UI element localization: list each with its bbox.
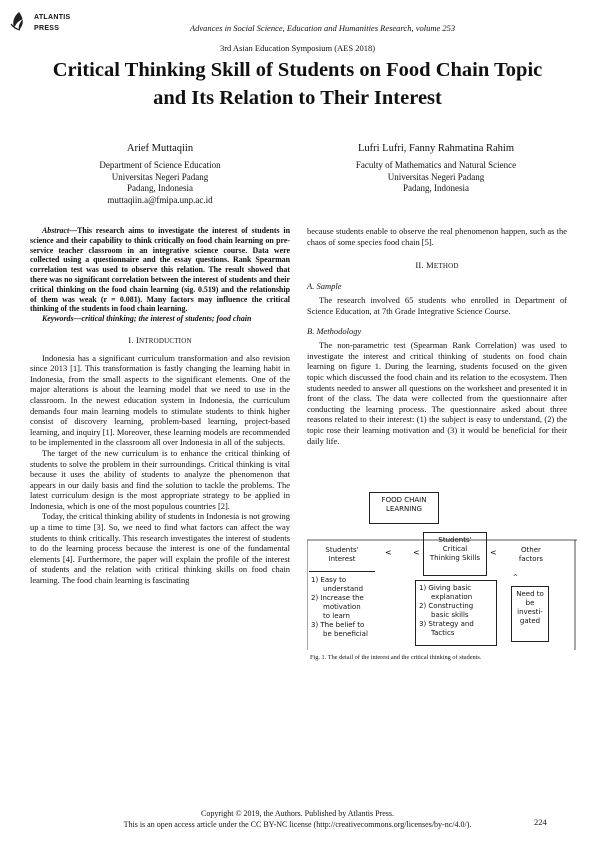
author-affiliation: Padang, Indonesia (403, 183, 469, 194)
symposium-title: 3rd Asian Education Symposium (AES 2018) (219, 43, 376, 53)
copyright-line: Copyright © 2019, the Authors. Published by Atlantis Press. (201, 809, 394, 818)
paper-title: Critical Thinking Skill of Students on Food Chain Topic and Its Relation to Their Interest (52, 59, 543, 109)
section-heading-method (307, 260, 567, 272)
author-block-1 (30, 143, 290, 206)
keywords-label: Keywords (42, 314, 74, 324)
intro-paragraph-3: Today, the critical thinking ability of students in Indonesia is not growing up a time to time [3]. So, we need to find what factors can affect the way students to think critically. This research investigates the interest of students to do the learning process because the interest is one of the fundamental elements [4]. Furthermore, the paper will explain the profile of the interest of students and the relation with critical thinking skills on food chain learning. The food chain learning is fascinating (30, 511, 290, 586)
list-item: be beneficial (323, 630, 368, 638)
list-item: 2) Constructing (419, 602, 474, 610)
svg-text:<: < (490, 548, 497, 557)
section-number: II. (415, 260, 424, 271)
intro-paragraph-2: The target of the new curriculum is to enhance the critical thinking of students to solve the problem in their surroundings. Critical thinking is vital because it uses the ability of students to analyze the phenomenon that appears in our daily basis and find the solution to tackle the problems. The latest curriculum design is the most appropriate strategy to be applied in Indonesia, which is one of the most populous countries [2]. (30, 447, 290, 511)
list-item: to learn (323, 612, 350, 620)
figure-1-diagram (307, 492, 577, 652)
author-block-2 (306, 143, 566, 195)
list-item: Tactics (431, 629, 455, 637)
list-item: 1) Easy to (311, 576, 347, 584)
box-label: Thinking Skills (429, 554, 481, 562)
box-label: Interest (328, 555, 356, 563)
logo-text-line2: PRESS (34, 25, 60, 32)
svg-text:<: < (413, 548, 420, 557)
subsection-heading-sample: A. Sample (307, 280, 342, 291)
list-item: gated (519, 617, 541, 625)
list-item: explanation (431, 593, 473, 601)
students-interest-items (309, 576, 385, 648)
section-initial: I (135, 334, 139, 345)
author-affiliation: Universitas Negeri Padang (111, 171, 209, 182)
list-item: Need to (516, 590, 544, 598)
list-item: 1) Giving basic (419, 584, 472, 592)
list-item: 3) Strategy and (419, 620, 474, 628)
logo-text-line1: ATLANTIS (34, 14, 71, 21)
author-affiliation: Padang, Indonesia (127, 183, 193, 194)
author-name: Lufri Lufri, Fanny Rahmatina Rahim (357, 143, 514, 154)
box-label: factors (518, 555, 544, 563)
section-rest: NTRODUCTION (138, 336, 192, 345)
box-label: Other (521, 546, 541, 554)
list-item: 3) The belief to (311, 621, 365, 629)
keywords-text: critical thinking; the interest of students; food chain (81, 314, 252, 324)
section-rest: ETHOD (433, 262, 459, 271)
food-chain-learning-box (369, 492, 439, 524)
figure-caption: Fig. 1. The detail of the interest and the critical thinking of students. (310, 654, 482, 661)
list-item: motivation (323, 603, 361, 611)
abstract-text: This research aims to investigate the interest of students in science and their capability to think critically on food chain learning on pre-service teacher classroom in an integrative science course. Data were collected using a questionnaire and the essay questions. Rank Spearman correlation test was used to observe this relation. The result showed that there was no significant correlation between the interest of students and their critical thinking on the food chain learning (sig. 0.519) and the relationship of them was weak (r = 0.081). Many factors may influence the critical thinking of the students in food chain learning. (30, 226, 290, 314)
left-column (30, 226, 290, 586)
author-affiliation: Universitas Negeri Padang (387, 171, 485, 182)
series-title: Advances in Social Science, Education and Humanities Research, volume 253 (189, 23, 456, 33)
right-column (307, 226, 567, 446)
list-item: basic skills (431, 611, 469, 619)
list-item: investi- (517, 608, 543, 616)
list-item: be (525, 599, 535, 607)
author-email: muttaqiin.a@fmipa.unp.ac.id (107, 194, 213, 205)
intro-paragraph-3-continued: because students enable to observe the real phenomenon happen, such as the chaos of some species food chain [5]. (307, 226, 567, 247)
sample-paragraph: The research involved 65 students who enrolled in Department of Science Education, at 7th Grade Integrative Science Course. (307, 295, 567, 316)
section-number: I. (128, 334, 134, 345)
list-item: understand (323, 585, 364, 593)
section-heading-introduction (30, 335, 290, 347)
box-label: LEARNING (386, 505, 422, 513)
critical-thinking-items-box (415, 580, 497, 646)
author-name: Arief Muttaqiin (126, 143, 194, 154)
critical-thinking-title-box (423, 532, 487, 576)
box-label: Students' (438, 536, 472, 544)
other-factors-box (511, 586, 549, 642)
methodology-paragraph: The non-parametric test (Spearman Rank Correlation) was used to investigate the interest and critical thinking of students on food chain learning on figure 1. During the learning, students focused on the given topic which discussed the food chain and its relation to the ecosystem. Then students needed to answer all questions on the worksheet and presented it in front of the class. The data were collected from the questionnaire after conducting the learning process. The questionnaire asked about three reasons related to their interest: (1) the subject is easy to understand, (2) the topic rose their learning motivation and (3) it would be beneficial for their daily life. (307, 340, 567, 446)
keywords: Keywords—critical thinking; the interest of students; food chain (42, 314, 252, 324)
license-line: This is an open access article under the CC BY-NC license (http://creativecommons.org/licenses/by-nc/4.0/). (123, 819, 472, 829)
intro-paragraph-1: Indonesia has a significant curriculum transformation and also revision since 2013 [1]. This transformation is fastly changing the learning habit in Indonesia, from the small aspects to the significant elements. One of the major alterations is about the learning model that we need to use in the classroom. In the newest education system in Indonesia, the curriculum demands four main learning models to stimulate students to think higher consist of discovery learning, problem-based learning, project-based learning, and inquiry [1]. Moreover, these learning models are recommended to be implemented in the classroom all over Indonesia in all of the subjects. (30, 352, 290, 448)
svg-text:<: < (385, 548, 392, 557)
page-number: 224 (534, 817, 547, 827)
box-label: Students' (325, 546, 359, 554)
section-initial: M (426, 260, 434, 271)
svg-text:^: ^ (513, 574, 519, 581)
subsection-heading-methodology: B. Methodology (307, 325, 362, 336)
author-affiliation: Department of Science Education (99, 160, 221, 171)
author-affiliation: Faculty of Mathematics and Natural Science (355, 160, 517, 171)
students-interest-title (309, 544, 375, 572)
abstract: Abstract—This research aims to investigate the interest of students in science and their capability to think critically on food chain learning on pre-service teacher classroom in an integrative science course. Data were collected using a questionnaire and the essay questions. Rank Spearman correlation test was used to observe this relation. The result showed that there was no significant correlation between the interest of students and their critical thinking on the food chain learning (sig. 0.519) and the relationship of them was weak (r = 0.081). Many factors may influence the critical thinking of the students in food chain learning. (30, 226, 290, 314)
box-label: FOOD CHAIN (381, 496, 427, 504)
other-factors-title (513, 544, 549, 572)
abstract-label: Abstract (42, 226, 70, 235)
page-footer (0, 809, 595, 830)
box-label: Critical (442, 545, 468, 553)
list-item: 2) Increase the (311, 594, 364, 602)
